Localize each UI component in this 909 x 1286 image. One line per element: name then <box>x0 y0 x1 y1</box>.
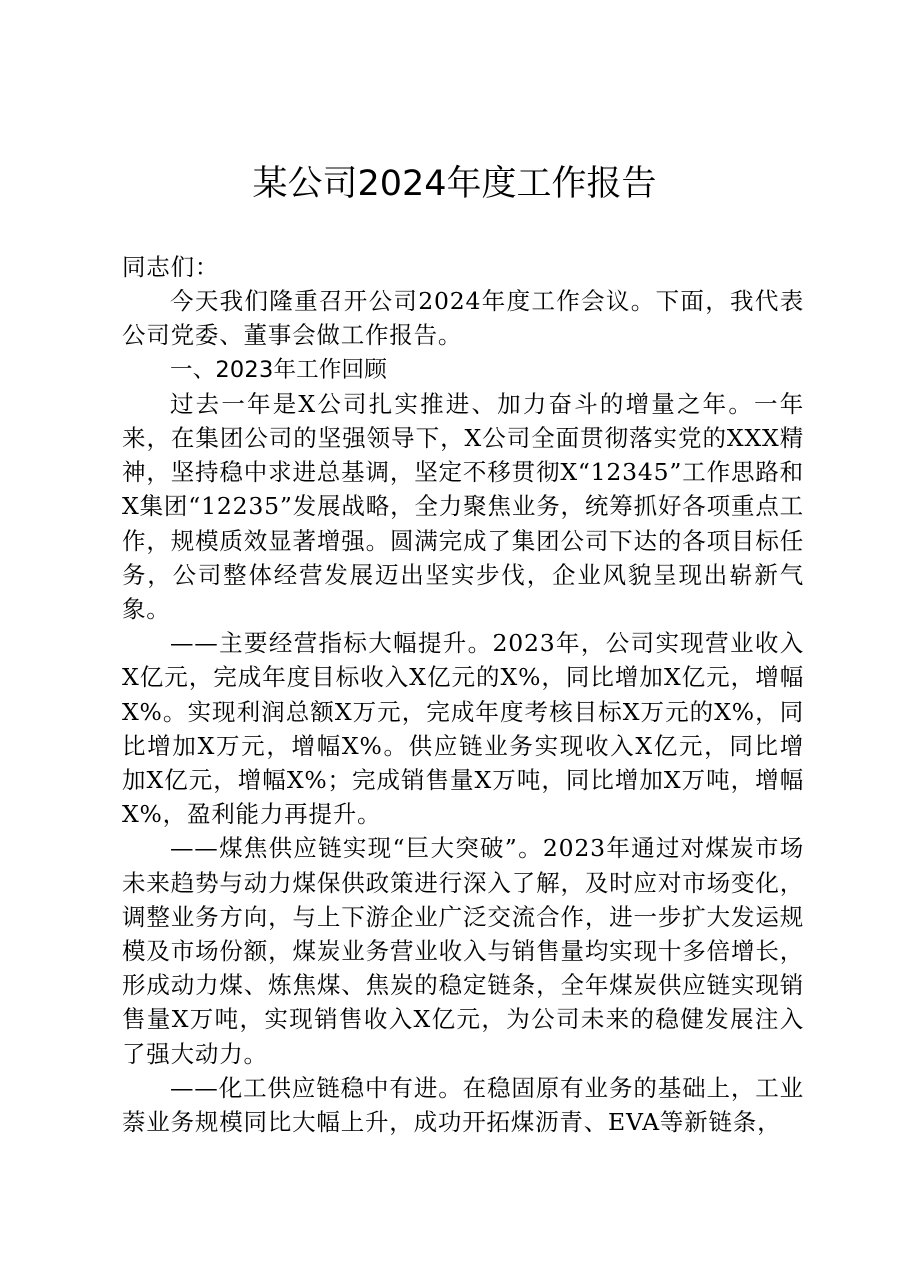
document-body <box>122 250 804 1139</box>
paragraph-review: 过去一年是X公司扎实推进、加力奋斗的增量之年。一年来，在集团公司的坚强领导下，X公司全面贯彻落实党的XXX精神，坚持稳中求进总基调，坚定不移贯彻X“12345”工作思路和X集团“12235”发展战略，全力聚焦业务，统筹抓好各项重点工作，规模质效显著增强。圆满完成了集团公司下达的各项目标任务，公司整体经营发展迈出坚实步伐，企业风貌呈现出崭新气象。 <box>122 389 804 624</box>
section-heading: 一、2023年工作回顾 <box>170 356 387 383</box>
salutation: 同志们： <box>122 253 220 281</box>
paragraph-coal-supply-chain: ——煤焦供应链实现“巨大突破”。2023年通过对煤炭市场未来趋势与动力煤保供政策进行深入了解，及时应对市场变化，调整业务方向，与上下游企业广泛交流合作，进一步扩大发运规模及市场份额，煤炭业务营业收入与销售量均实现十多倍增长，形成动力煤、炼焦煤、焦炭的稳定链条，全年煤炭供应链实现销售量X万吨，实现销售收入X亿元，为公司未来的稳健发展注入了强大动力。 <box>122 834 804 1068</box>
paragraph-opening: 今天我们隆重召开公司2024年度工作会议。下面，我代表公司党委、董事会做工作报告。 <box>122 287 804 350</box>
document-title: 某公司2024年度工作报告 <box>252 164 657 204</box>
paragraph-chemical-supply-chain: ——化工供应链稳中有进。在稳固原有业务的基础上，工业萘业务规模同比大幅上升，成功开拓煤沥青、EVA等新链条， <box>122 1073 804 1137</box>
paragraph-indicators: ——主要经营指标大幅提升。2023年，公司实现营业收入X亿元，完成年度目标收入X亿元的X%，同比增加X亿元，增幅X%。实现利润总额X万元，完成年度考核目标X万元的X%，同比增加X万元，增幅X%。供应链业务实现收入X亿元，同比增加X亿元，增幅X%；完成销售量X万吨，同比增加X万吨，增幅X%，盈利能力再提升。 <box>122 629 804 829</box>
